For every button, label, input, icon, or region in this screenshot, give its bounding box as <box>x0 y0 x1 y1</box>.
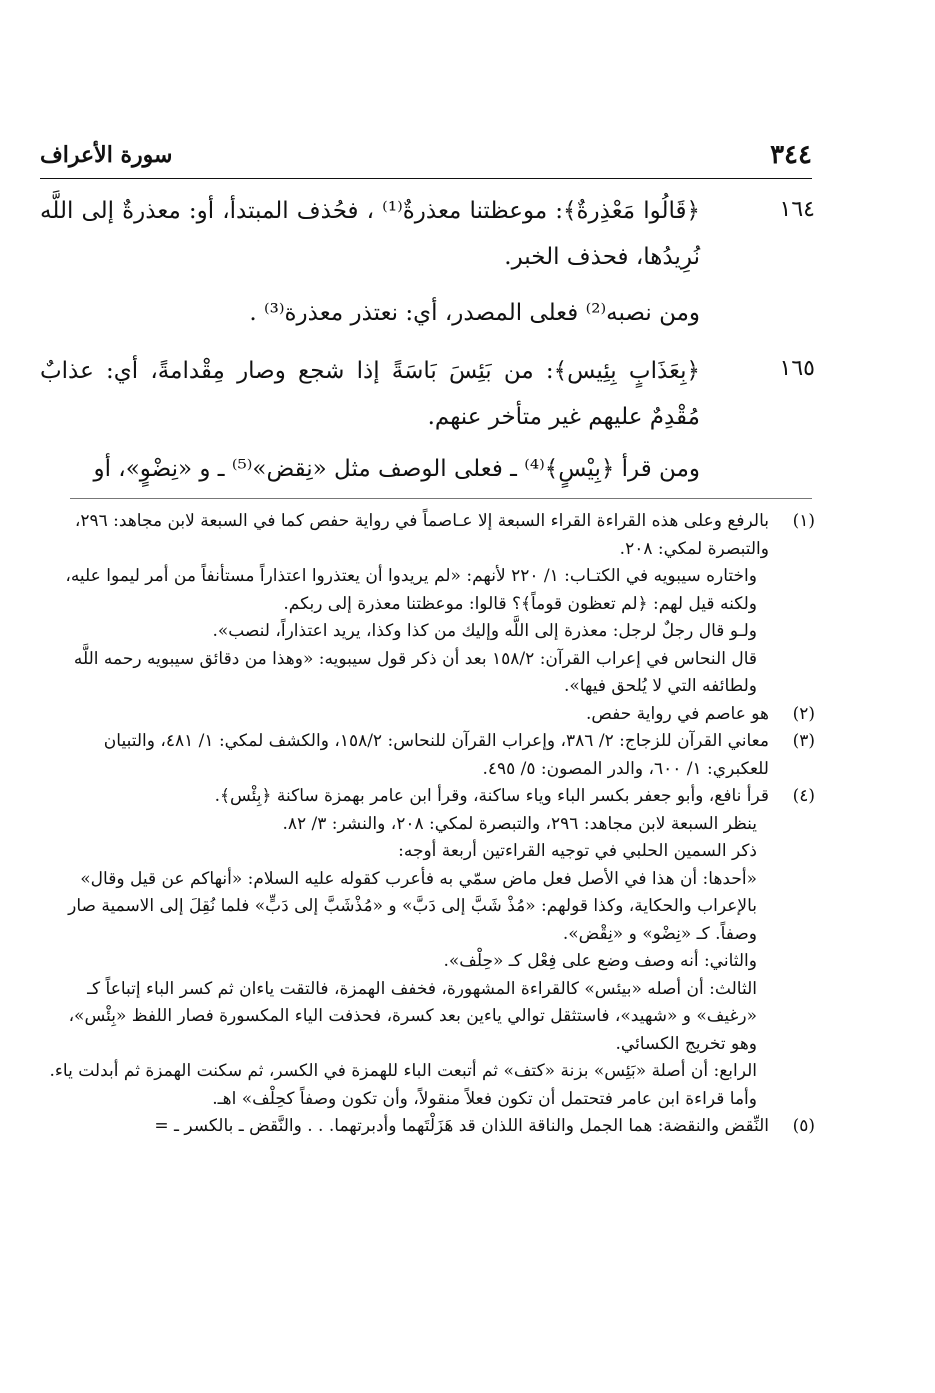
footnote <box>40 728 815 783</box>
page-number: ٣٤٤ <box>770 140 812 170</box>
entry-subtext: ومن نصبه⁽²⁾ فعلى المصدر، أي: نعتذر معذرة⁽³⁾ . <box>249 300 700 326</box>
footnote-paragraph: والثاني: أنه وصف وضع على فِعْل كـ «حِلْف». <box>443 951 757 971</box>
footnote-paragraph: ذكر السمين الحلبي في توجيه القراءتين أربعة أوجه: <box>398 841 757 861</box>
footnote-divider <box>70 498 812 499</box>
entry-text: ﴿بِعَذَابٍ بِئِيس﴾: من بَئِسَ بَاسَةً إذا شجع وصار مِقْدامةً، أي: عذابٌ مُقْدِمٌ عليهم غير متأخر عنهم. <box>40 358 700 430</box>
footnote-paragraph: قرأ نافع، وأبو جعفر بكسر الباء وياء ساكنة، وقرأ ابن عامر بهمزة ساكنة ﴿بِئْس﴾. <box>214 786 769 806</box>
footnote <box>40 508 815 701</box>
footnote-paragraph: معاني القرآن للزجاج: ٢/ ٣٨٦، وإعراب القرآن للنحاس: ١٥٨/٢، والكشف لمكي: ١/ ٤٨١، والتبيان للعكبري: ١/ ٦٠٠، والدر المصون: ٥/ ٤٩٥. <box>103 731 769 779</box>
entry-subtext: ومن قرأ ﴿بِيْسٍ﴾⁽⁴⁾ ـ فعلى الوصف مثل «نِقض»⁽⁵⁾ ـ و «نِضْوٍ»، أو <box>93 456 700 482</box>
footnote <box>40 701 815 729</box>
footnote-paragraph: هو عاصم في رواية حفص. <box>585 703 769 724</box>
footnote-paragraph: بالرفع وعلى هذه القراءة القراء السبعة إلا عـاصماً في رواية حفص كما في السبعة لابن مجاهد: ٢٩٦، والتبصرة لمكي: ٢٠٨. <box>74 511 769 559</box>
footnote-number: (٢) <box>792 703 815 724</box>
footnote-paragraph: الثالث: أن أصله «بيئس» كالقراءة المشهورة، فخفف الهمزة، فالتقت ياءان ثم كسر الباء إتباعاً كـ «رغيف» و «شهيد»، فاستثقل توالي ياءين بعد كسرة، فحذفت الياء المكسورة فصار اللفظ «بِئْس»، وهو تخريج الكسائي. <box>68 978 757 1054</box>
entry-number: ١٦٤ <box>779 197 815 222</box>
entry-number: ١٦٥ <box>779 356 815 381</box>
surah-title: سورة الأعراف <box>40 142 173 168</box>
page-header <box>40 140 812 179</box>
footnote-number: (٥) <box>792 1116 815 1136</box>
footnotes <box>40 508 815 1141</box>
footnote-paragraph: الرابع: أن أصلة «بَئِس» بزنة «كتف» ثم أتبعت الباء للهمزة في الكسر، ثم سكنت الهمزة ثم أبدلت ياء. وأما قراءة ابن عامر فتحتمل أن تكون فعلاً منقولاً، وأن تكون وصفاً كحِلْف» اهـ. <box>49 1061 757 1109</box>
footnote-paragraph: ينظر السبعة لابن مجاهد: ٢٩٦، والتبصرة لمكي: ٢٠٨، والنشر: ٣/ ٨٢. <box>282 813 757 834</box>
footnote-paragraph: النِّقض والنقضة: هما الجمل والناقة اللذان قد هَزَلْتَهما وأدبرتهما. . . والنَّقض ـ بالكسر ـ = <box>154 1116 769 1136</box>
footnote-paragraph: واختاره سيبويه في الكتـاب: ١/ ٢٢٠ لأنهم: «لم يريدوا أن يعتذروا اعتذاراً مستأنفاً من أمر ليموا عليه، ولكنه قيل لهم: ﴿لم تعظون قوماً﴾؟ قالوا: موعظتنا معذرة إلى ربكم. <box>65 566 757 614</box>
footnote-number: (٤) <box>792 786 815 806</box>
footnote-number: (٣) <box>792 731 815 751</box>
footnote-paragraph: ولـو قال رجلٌ لرجل: معذرة إلى اللَّه وإليك من كذا وكذا، يريد اعتذاراً، لنصب». <box>212 621 757 641</box>
footnote <box>40 783 815 1113</box>
entry-text: ﴿قَالُوا مَعْذِرةٌ﴾: موعظتنا معذرةٌ⁽¹⁾ ، فحُذف المبتدأ، أو: معذرةٌ إلى اللَّه نُرِيدُها، فحذف الخبر. <box>40 198 700 270</box>
footnote-number: (١) <box>792 511 815 531</box>
footnote <box>40 1113 815 1141</box>
footnote-paragraph: «أحدها: أن هذا في الأصل فعل ماض سمّي به فأعرب كقوله عليه السلام: «أنهاكم عن قيل وقال» بالإعراب والحكاية، وكذا قولهم: «مُذْ شَبَّ إلى دَبَّ» و «مُذْشَبَّ إلى دَبٍّ» فلما نُقِلَ إلى الاسمية صار وصفاً. كـ «نِضْو» و «نِقْض». <box>68 868 757 944</box>
footnote-paragraph: قال النحاس في إعراب القرآن: ١٥٨/٢ بعد أن ذكر قول سيبويه: «وهذا من دقائق سيبويه رحمه اللَّه ولطائفه التي لا يُلحق فيها». <box>73 648 757 696</box>
